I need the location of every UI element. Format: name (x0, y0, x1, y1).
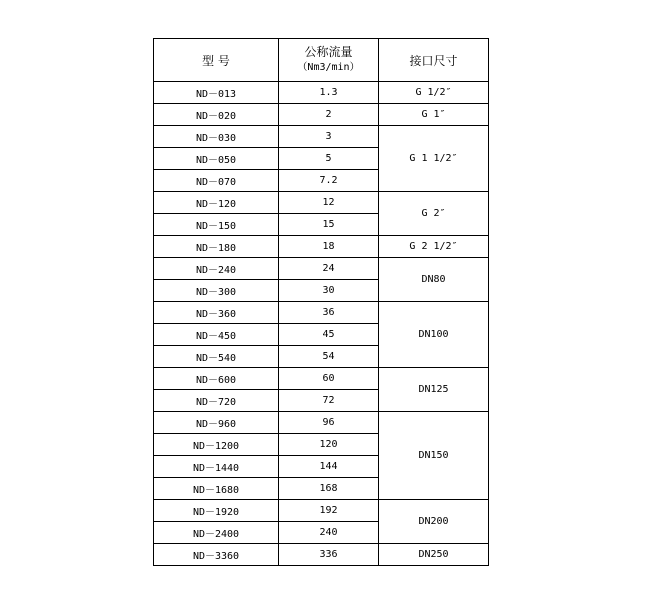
model-cell: ND－450 (154, 324, 279, 346)
header-port: 接口尺寸 (379, 39, 489, 82)
flow-cell: 54 (279, 346, 379, 368)
flow-cell: 192 (279, 500, 379, 522)
table-row (154, 258, 489, 280)
port-cell: G 2″ (379, 192, 489, 236)
port-cell: DN80 (379, 258, 489, 302)
model-cell: ND－1440 (154, 456, 279, 478)
port-cell: DN150 (379, 412, 489, 500)
flow-cell: 3 (279, 126, 379, 148)
header-row (154, 39, 489, 82)
flow-cell: 30 (279, 280, 379, 302)
model-cell: ND－300 (154, 280, 279, 302)
table-row (154, 104, 489, 126)
flow-cell: 45 (279, 324, 379, 346)
flow-cell: 5 (279, 148, 379, 170)
header-flow (279, 39, 379, 82)
table-row (154, 192, 489, 214)
header-flow-title: 公称流量 (304, 45, 353, 59)
port-cell: DN125 (379, 368, 489, 412)
table-row (154, 302, 489, 324)
model-cell: ND－540 (154, 346, 279, 368)
model-cell: ND－600 (154, 368, 279, 390)
flow-cell: 24 (279, 258, 379, 280)
model-cell: ND－1200 (154, 434, 279, 456)
model-cell: ND－150 (154, 214, 279, 236)
model-cell: ND－360 (154, 302, 279, 324)
flow-cell: 72 (279, 390, 379, 412)
model-cell: ND－013 (154, 82, 279, 104)
header-flow-unit: （Nm3/min） (297, 62, 360, 73)
flow-cell: 96 (279, 412, 379, 434)
model-cell: ND－180 (154, 236, 279, 258)
table-row (154, 412, 489, 434)
model-cell: ND－020 (154, 104, 279, 126)
flow-cell: 18 (279, 236, 379, 258)
flow-cell: 240 (279, 522, 379, 544)
model-cell: ND－1680 (154, 478, 279, 500)
model-cell: ND－960 (154, 412, 279, 434)
flow-cell: 336 (279, 544, 379, 566)
port-cell: G 1/2″ (379, 82, 489, 104)
spec-table (153, 38, 489, 566)
flow-cell: 120 (279, 434, 379, 456)
table-row (154, 544, 489, 566)
model-cell: ND－050 (154, 148, 279, 170)
model-cell: ND－720 (154, 390, 279, 412)
flow-cell: 36 (279, 302, 379, 324)
table-row (154, 368, 489, 390)
flow-cell: 168 (279, 478, 379, 500)
model-cell: ND－240 (154, 258, 279, 280)
table-row (154, 126, 489, 148)
flow-cell: 12 (279, 192, 379, 214)
model-cell: ND－120 (154, 192, 279, 214)
flow-cell: 60 (279, 368, 379, 390)
port-cell: G 2 1/2″ (379, 236, 489, 258)
port-cell: G 1″ (379, 104, 489, 126)
port-cell: DN200 (379, 500, 489, 544)
table-row (154, 236, 489, 258)
flow-cell: 15 (279, 214, 379, 236)
table-row (154, 82, 489, 104)
model-cell: ND－030 (154, 126, 279, 148)
port-cell: DN100 (379, 302, 489, 368)
flow-cell: 7.2 (279, 170, 379, 192)
port-cell: DN250 (379, 544, 489, 566)
model-cell: ND－3360 (154, 544, 279, 566)
model-cell: ND－1920 (154, 500, 279, 522)
model-cell: ND－2400 (154, 522, 279, 544)
table-row (154, 500, 489, 522)
port-cell: G 1 1/2″ (379, 126, 489, 192)
flow-cell: 1.3 (279, 82, 379, 104)
flow-cell: 144 (279, 456, 379, 478)
table-body (154, 82, 489, 566)
header-model: 型 号 (154, 39, 279, 82)
model-cell: ND－070 (154, 170, 279, 192)
flow-cell: 2 (279, 104, 379, 126)
